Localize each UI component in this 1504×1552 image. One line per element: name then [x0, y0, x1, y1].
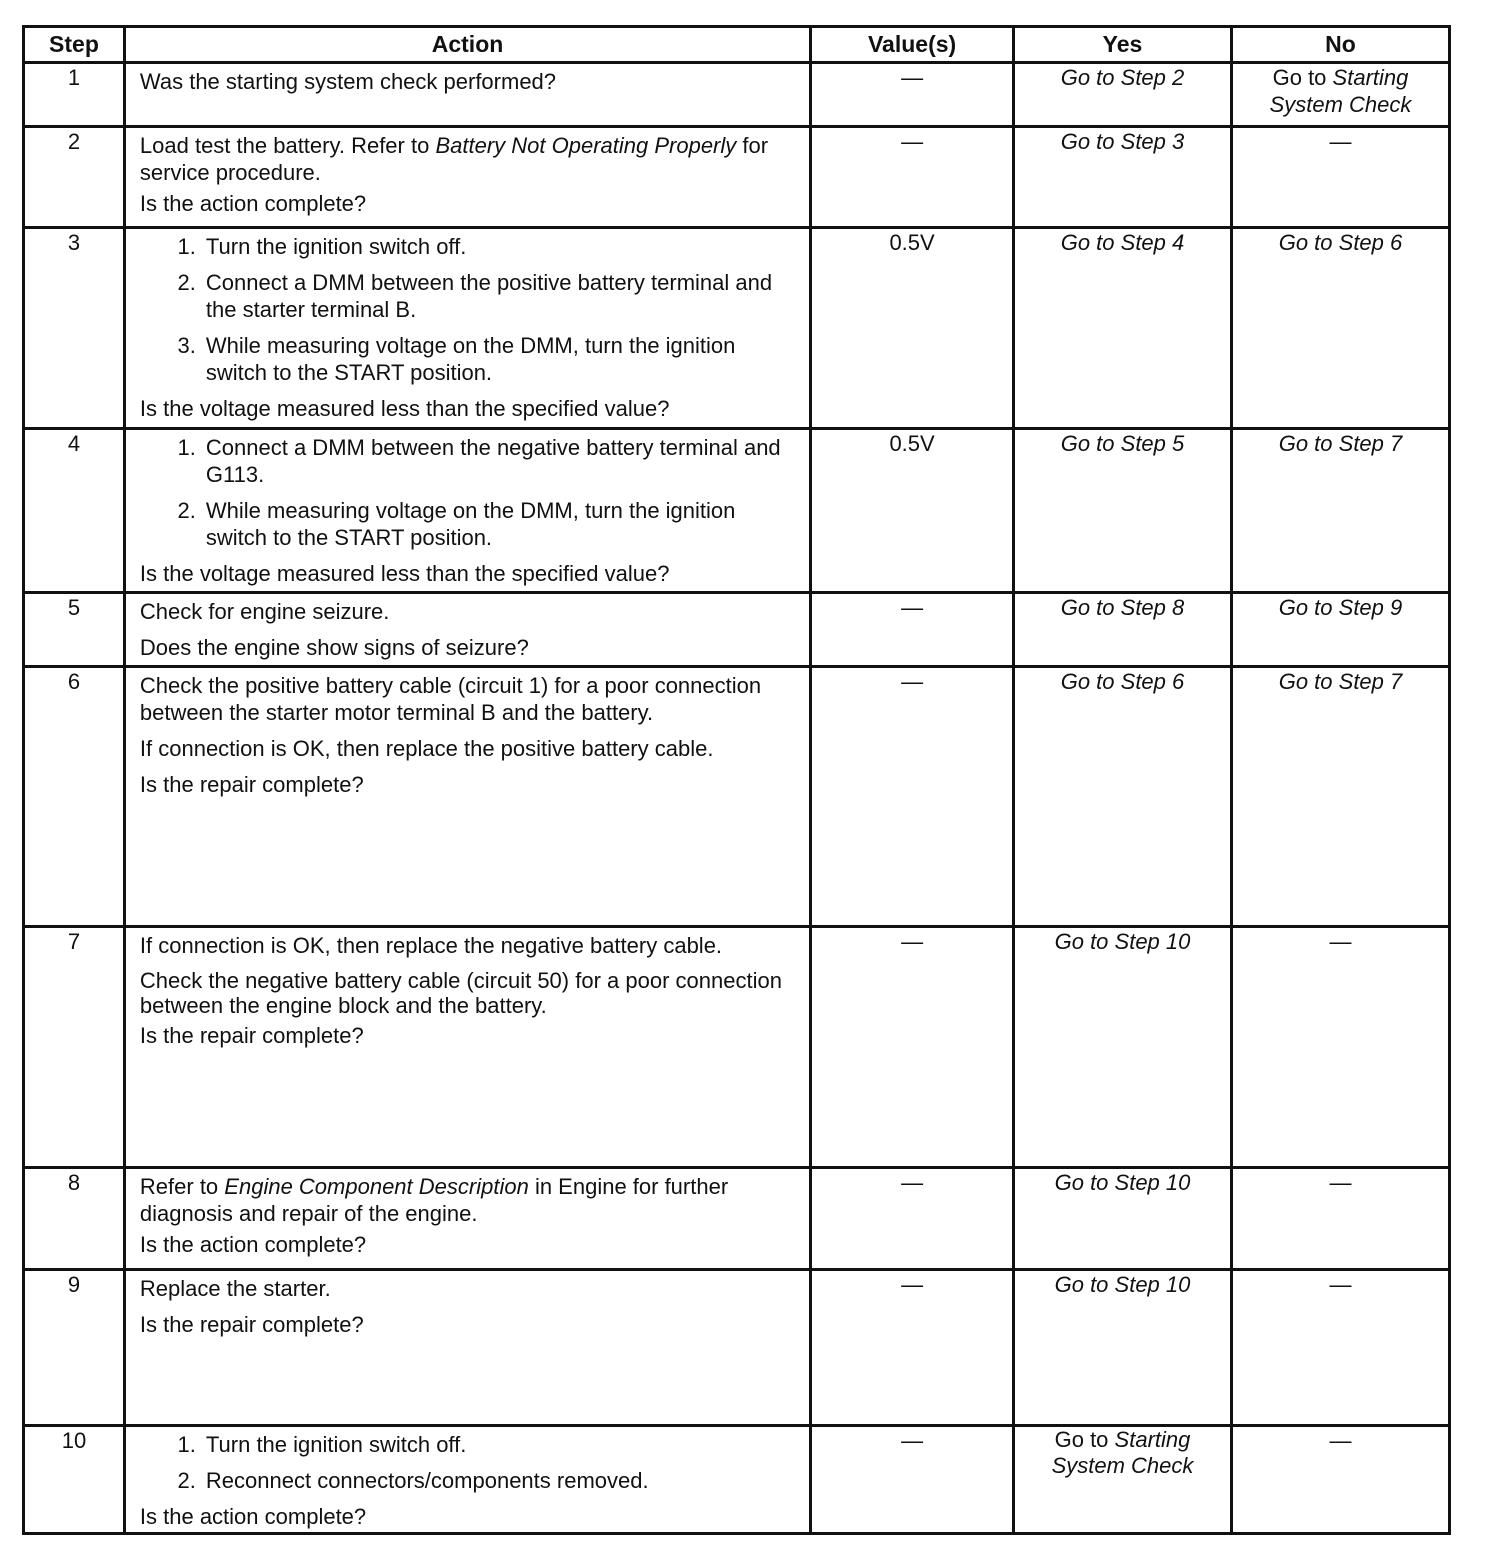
- step-number: 9: [24, 1270, 125, 1426]
- yes-link[interactable]: Go to Step 3: [1014, 127, 1232, 228]
- value-cell: —: [811, 1168, 1014, 1270]
- header-row: [24, 27, 1450, 63]
- no-link[interactable]: Go to Step 9: [1231, 593, 1449, 667]
- action-step: 2. Connect a DMM between the positive battery terminal and the starter terminal B.: [177, 270, 773, 322]
- table-row: [24, 1426, 1450, 1534]
- header-step: Step: [24, 27, 125, 63]
- action-cell: [124, 593, 810, 667]
- action-steps: [140, 1431, 795, 1494]
- action-steps: [140, 434, 795, 551]
- action-cell: [124, 127, 810, 228]
- no-cell: —: [1231, 1270, 1449, 1426]
- table-row: [24, 1270, 1450, 1426]
- action-text: for service procedure.: [139, 133, 769, 185]
- no-link[interactable]: Go to Step 7: [1231, 667, 1449, 927]
- action-question: Is the repair complete?: [139, 772, 364, 797]
- action-step: 2. Reconnect connectors/components removed.: [177, 1468, 649, 1493]
- action-text: Check the negative battery cable (circuit 50) for a poor connection between the engine block and the battery.: [139, 968, 782, 1018]
- table-row: [24, 127, 1450, 228]
- no-link-title: Starting System Check: [1269, 65, 1412, 117]
- action-question: Does the engine show signs of seizure?: [139, 635, 529, 660]
- value-cell: —: [811, 1426, 1014, 1534]
- value-cell: 0.5V: [811, 429, 1014, 593]
- action-cell: [124, 63, 810, 127]
- value-cell: —: [811, 593, 1014, 667]
- value-cell: —: [811, 127, 1014, 228]
- step-number: 8: [24, 1168, 125, 1270]
- yes-link[interactable]: Go to Step 5: [1014, 429, 1232, 593]
- step-number: 2: [24, 127, 125, 228]
- no-link[interactable]: Go to Step 6: [1231, 228, 1449, 429]
- yes-link[interactable]: Go to Step 4: [1014, 228, 1232, 429]
- step-number: 7: [24, 927, 125, 1168]
- no-link-prefix: Go to: [1272, 65, 1327, 90]
- action-text: Refer to: [139, 1174, 219, 1199]
- action-text: Load test the battery. Refer to: [139, 133, 430, 158]
- yes-link[interactable]: Go to Step 10: [1014, 1168, 1232, 1270]
- no-cell: —: [1231, 1426, 1449, 1534]
- action-question: Was the starting system check performed?: [139, 69, 557, 94]
- yes-link[interactable]: Go to Step 6: [1014, 667, 1232, 927]
- no-cell: —: [1231, 1168, 1449, 1270]
- step-number: 1: [24, 63, 125, 127]
- header-values: Value(s): [811, 27, 1014, 63]
- table-row: [24, 1168, 1450, 1270]
- yes-link-prefix: Go to: [1054, 1427, 1109, 1452]
- action-text: If connection is OK, then replace the negative battery cable.: [139, 933, 723, 958]
- value-cell: —: [811, 667, 1014, 927]
- action-question: Is the repair complete?: [139, 1023, 364, 1048]
- step-number: 6: [24, 667, 125, 927]
- value-cell: —: [811, 1270, 1014, 1426]
- action-step: 3. While measuring voltage on the DMM, turn the ignition switch to the START position.: [177, 333, 736, 385]
- value-cell: 0.5V: [811, 228, 1014, 429]
- step-number: 10: [24, 1426, 125, 1534]
- action-cell: [124, 1168, 810, 1270]
- no-link[interactable]: Go to Step 7: [1231, 429, 1449, 593]
- yes-link[interactable]: Go to Step 10: [1014, 927, 1232, 1168]
- action-step: 1. Turn the ignition switch off.: [177, 1432, 467, 1457]
- header-action: Action: [124, 27, 810, 63]
- yes-link[interactable]: Go to Step 2: [1014, 63, 1232, 127]
- header-yes: Yes: [1014, 27, 1232, 63]
- action-step: 1. Connect a DMM between the negative battery terminal and G113.: [177, 435, 781, 487]
- action-text: If connection is OK, then replace the positive battery cable.: [139, 736, 714, 761]
- action-text: Check for engine seizure.: [139, 599, 390, 624]
- action-cell: [124, 1426, 810, 1534]
- action-steps: [140, 233, 795, 386]
- action-text: Replace the starter.: [139, 1276, 331, 1301]
- action-text: in Engine for further diagnosis and repair of the engine.: [139, 1174, 729, 1226]
- no-cell: —: [1231, 927, 1449, 1168]
- action-cell: [124, 429, 810, 593]
- action-question: Is the voltage measured less than the specified value?: [139, 396, 670, 421]
- reference-link[interactable]: Battery Not Operating Properly: [435, 133, 737, 158]
- no-cell: —: [1231, 127, 1449, 228]
- value-cell: —: [811, 927, 1014, 1168]
- action-cell: [124, 667, 810, 927]
- action-question: Is the action complete?: [139, 191, 367, 216]
- yes-link[interactable]: Go to Step 10: [1014, 1270, 1232, 1426]
- action-text: Check the positive battery cable (circuit 1) for a poor connection between the starter motor terminal B and the battery.: [139, 673, 762, 725]
- header-no: No: [1231, 27, 1449, 63]
- reference-link[interactable]: Engine Component Description: [224, 1174, 529, 1199]
- action-step: 1. Turn the ignition switch off.: [177, 234, 467, 259]
- step-number: 4: [24, 429, 125, 593]
- yes-link-title: Starting System Check: [1051, 1427, 1194, 1478]
- yes-link[interactable]: Go to Step 8: [1014, 593, 1232, 667]
- action-question: Is the repair complete?: [139, 1312, 364, 1337]
- action-cell: [124, 927, 810, 1168]
- table-row: [24, 593, 1450, 667]
- action-question: Is the action complete?: [139, 1232, 367, 1257]
- action-step: 2. While measuring voltage on the DMM, turn the ignition switch to the START position.: [177, 498, 736, 550]
- table-row: [24, 228, 1450, 429]
- yes-link[interactable]: [1014, 1426, 1232, 1534]
- action-question: Is the voltage measured less than the specified value?: [139, 561, 670, 586]
- table-row: [24, 63, 1450, 127]
- diagnostic-table: [22, 25, 1451, 1535]
- step-number: 3: [24, 228, 125, 429]
- action-question: Is the action complete?: [139, 1504, 367, 1529]
- action-cell: [124, 1270, 810, 1426]
- action-cell: [124, 228, 810, 429]
- value-cell: —: [811, 63, 1014, 127]
- no-link[interactable]: [1231, 63, 1449, 127]
- table-row: [24, 927, 1450, 1168]
- table-row: [24, 429, 1450, 593]
- table-row: [24, 667, 1450, 927]
- step-number: 5: [24, 593, 125, 667]
